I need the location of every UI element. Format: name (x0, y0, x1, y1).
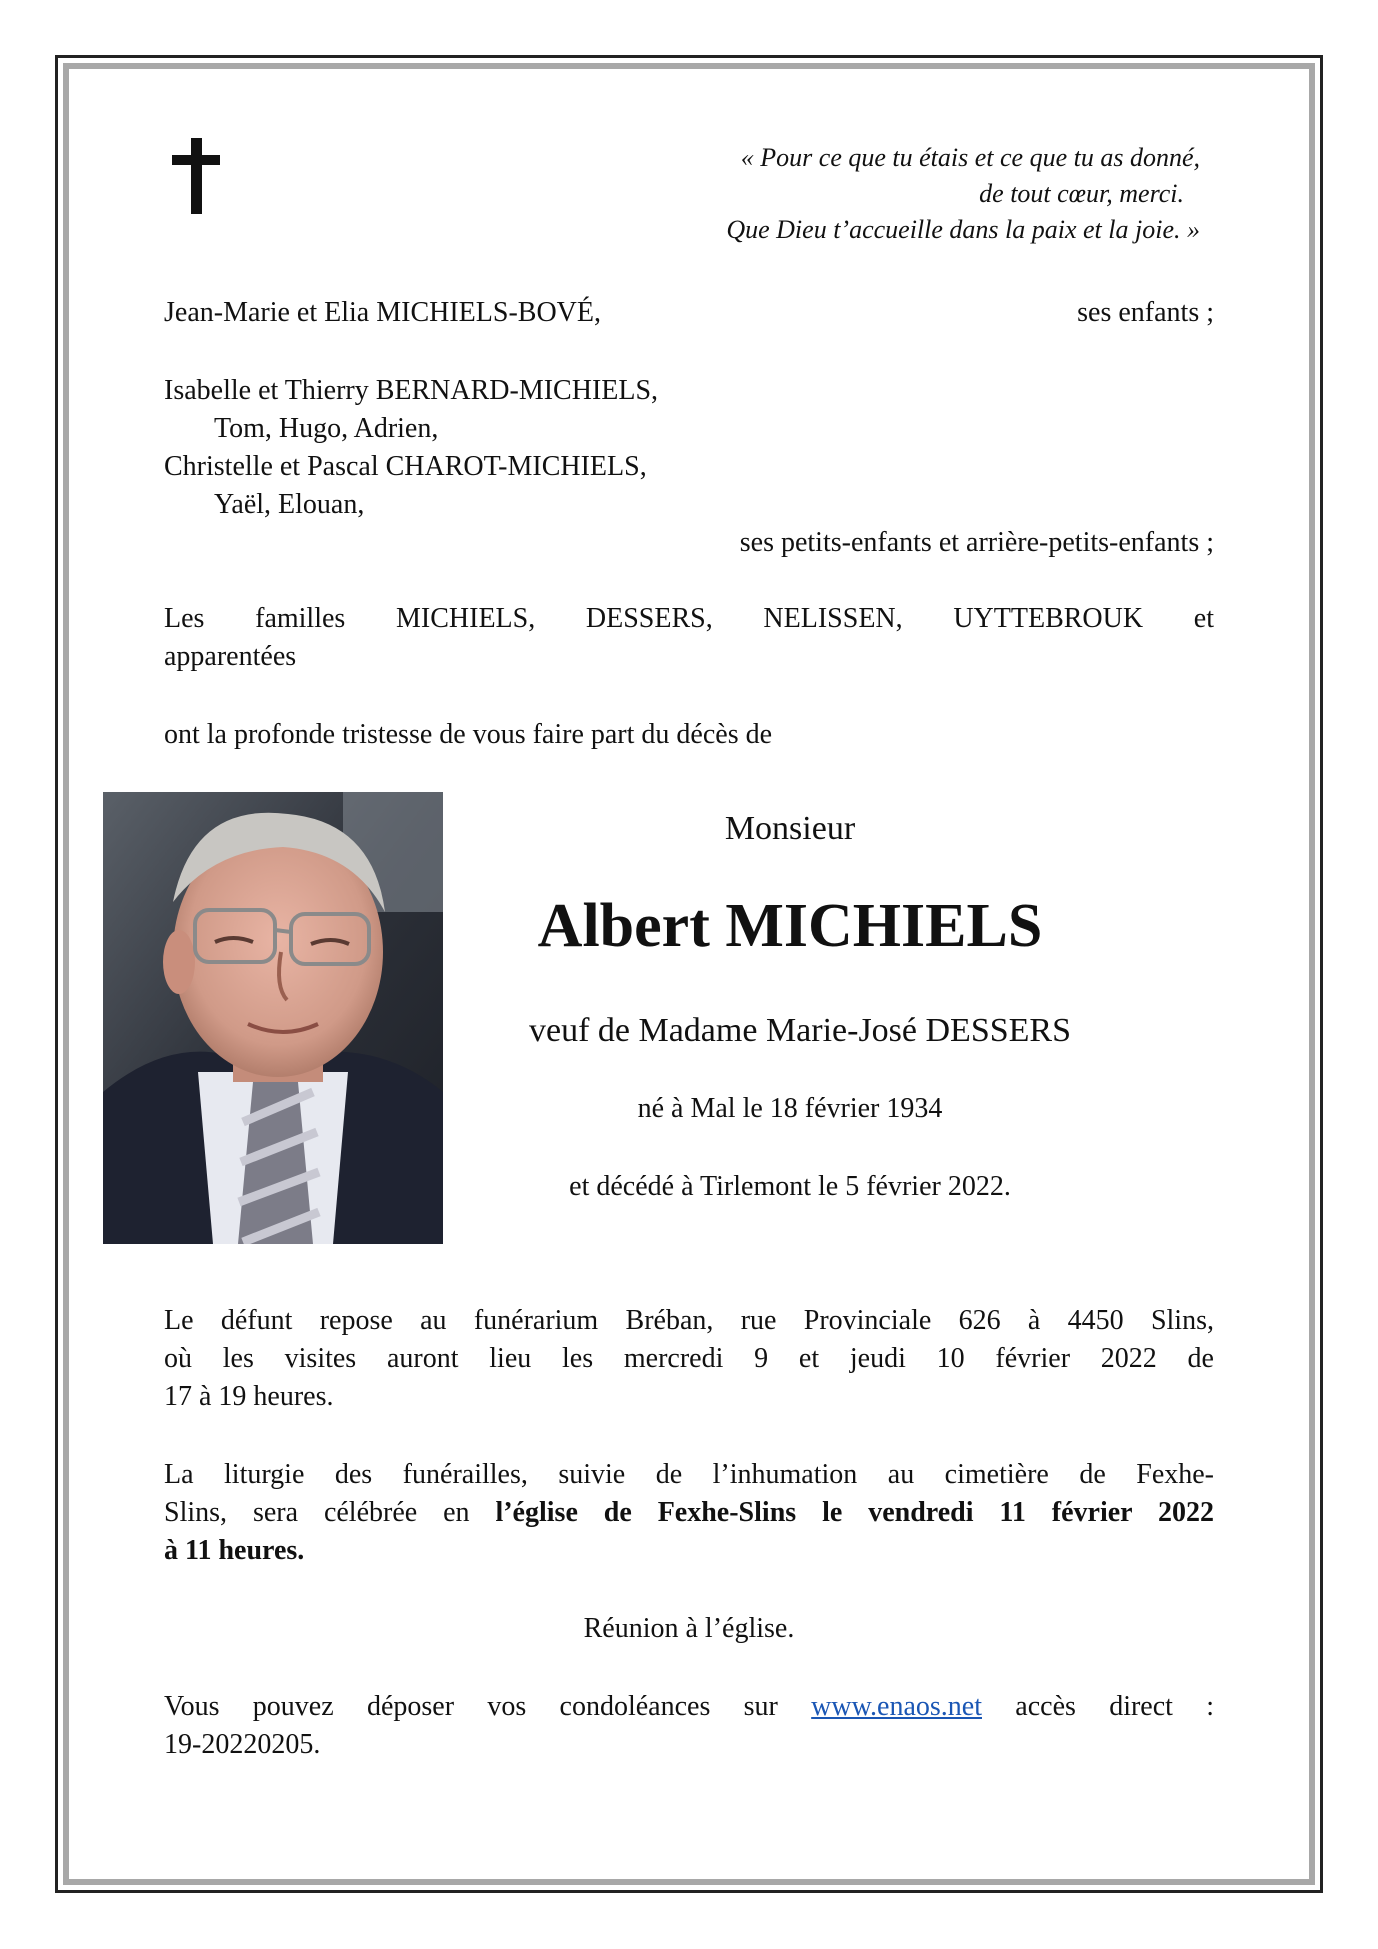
death-line: et décédé à Tirlemont le 5 février 2022. (569, 1171, 1011, 1202)
condolence-link[interactable]: www.enaos.net (811, 1691, 982, 1722)
widower-line: veuf de Madame Marie-José DESSERS (528, 1012, 1071, 1049)
deceased-photo (103, 792, 443, 1244)
reunion-line: Réunion à l’église. (583, 1613, 795, 1644)
quote-line: de tout cœur, merci. (979, 179, 1184, 208)
great-grandchildren-2: Yaël, Elouan, (214, 489, 365, 520)
repose-line: où les visites auront lieu les mercredi 9 et jeudi 10 février 2022 de (164, 1343, 1214, 1374)
liturgy-line: La liturgie des funérailles, suivie de l’inhumation au cimetière de Fexhe- (164, 1459, 1214, 1490)
grandchildren-role: ses petits-enfants et arrière-petits-enfants ; (739, 527, 1214, 558)
deceased-name: Albert MICHIELS (537, 892, 1043, 960)
announcement: ont la profonde tristesse de vous faire part du décès de (164, 719, 773, 750)
condolence-line (164, 1688, 1214, 1726)
condolence-code: 19-20220205. (164, 1729, 321, 1760)
condolence-text-after: accès direct : (981, 1691, 1215, 1722)
repose-line: Le défunt repose au funérarium Bréban, rue Provinciale 626 à 4450 Slins, (164, 1305, 1214, 1336)
quote-line: « Pour ce que tu étais et ce que tu as donné, (740, 143, 1200, 172)
children-names: Jean-Marie et Elia MICHIELS-BOVÉ, (164, 297, 601, 328)
grandchild-couple-2: Christelle et Pascal CHAROT-MICHIELS, (164, 451, 647, 482)
children-role: ses enfants ; (1077, 297, 1214, 328)
grandchild-couple-1: Isabelle et Thierry BERNARD-MICHIELS, (164, 375, 659, 406)
honorific: Monsieur (724, 810, 856, 847)
great-grandchildren-1: Tom, Hugo, Adrien, (214, 413, 439, 444)
epitaph-quote (726, 140, 1200, 248)
condolence-text: Vous pouvez déposer vos condoléances sur (164, 1691, 812, 1722)
quote-line: Que Dieu t’accueille dans la paix et la joie. » (726, 215, 1200, 244)
families-line: Les familles MICHIELS, DESSERS, NELISSEN, UYTTEBROUK et (164, 603, 1214, 634)
repose-line: 17 à 19 heures. (164, 1381, 334, 1412)
liturgy-line (164, 1494, 1214, 1532)
cross-icon (168, 136, 224, 216)
liturgy-time: à 11 heures. (164, 1535, 305, 1566)
liturgy-text: Slins, sera célébrée en (164, 1497, 496, 1528)
liturgy-ceremony: l’église de Fexhe-Slins le vendredi 11 février 2022 (495, 1497, 1214, 1528)
birth-line: né à Mal le 18 février 1934 (637, 1093, 943, 1124)
families-line-2: apparentées (164, 641, 297, 672)
